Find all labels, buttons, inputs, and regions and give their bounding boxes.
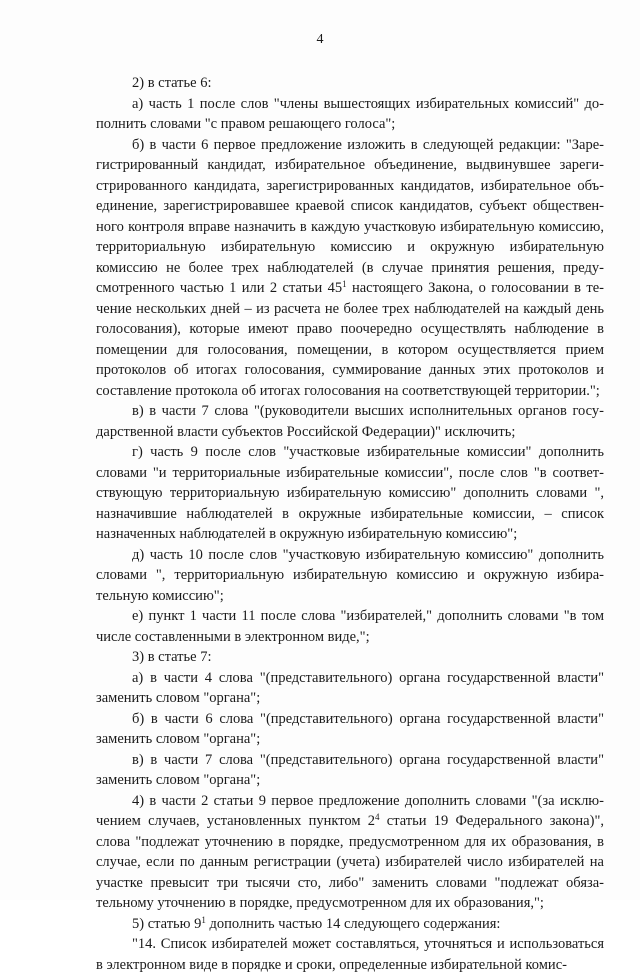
paragraph: в) в части 7 слова "(представительного) органа государственной власти" заменить словом "органа"; (96, 751, 604, 788)
superscript: 1 (201, 914, 206, 925)
paragraph: а) в части 4 слова "(представительного) органа государственной власти" заменить словом "органа"; (96, 669, 604, 706)
paragraph: 5) статью $9^1$ дополнить частью 14 следующего содержания: (132, 914, 501, 932)
paragraph: е) пункт 1 части 11 после слова "избирателей," дополнить словами "в том числе составленными в электронном виде,"; (96, 608, 604, 645)
paragraph: "14. Список избирателей может составляться, уточняться и использоваться в электронном виде в порядке и сроки, определенные избирательной комис- (96, 936, 604, 973)
paragraph: 4) в части 2 статьи 9 первое предложение дополнить словами "(за исключением случаев, установленных пунктом $2^4$ статьи 19 Федерального закона)", слова "подлежат уточнению в порядке, предусмотренном для их образования, в случае, если по данным регистрации (учета) избирателей число избирателей на участке превысит три тысячи сто, либо" заменить словами "подлежат обязательному уточнению в порядке, предусмотренном для их образования,"; (96, 792, 604, 911)
document-body (96, 73, 604, 975)
superscript: 1 (342, 279, 347, 289)
paragraph: б) в части 6 первое предложение изложить в следующей редакции: "Зарегистрированный кандидат, избирательное объединение, выдвинувшее зарегистрированного кандидата, зарегистрированных кандидатов, избирательное объединение, зарегистрировавшее краевой список кандидатов, субъект общественного контроля вправе назначить в каждую участковую избирательную комиссию, территориальную избирательную комиссию и окружную избирательную комиссию не более трех наблюдателей (в случае принятия решения, предусмотренного частью 1 или 2 статьи $45^1$ настоящего Закона, о голосовании в течение нескольких дней – из расчета не более трех наблюдателей на каждый день голосования), которые имеют право поочередно осуществлять наблюдение в помещении для голосования, помещении, в котором осуществляется прием протоколов об итогах голосования, суммирование данных этих протоколов и составление протокола об итогах голосования на соответствующей территории."; (96, 136, 604, 399)
paragraph: г) часть 9 после слов "участковые избирательные комиссии" дополнить словами "и территориальные избирательные комиссии", после слов "в соответствующую территориальную избирательную комиссию" дополнить словами ", назначившие наблюдателей в окружные избирательные комиссии, – список назначенных наблюдателей в окружную избирательную комиссию"; (96, 444, 604, 542)
page-number: 4 (316, 32, 324, 47)
paragraph: б) в части 6 слова "(представительного) органа государственной власти" заменить словом "органа"; (96, 710, 604, 747)
paragraph: а) часть 1 после слов "члены вышестоящих избирательных комиссий" дополнить словами "с правом решающего голоса"; (96, 95, 604, 132)
paragraph: 3) в статье 7: (132, 649, 212, 665)
superscript: 4 (375, 812, 380, 822)
paragraph: в) в части 7 слова "(руководители высших исполнительных органов государственной власти субъектов Российской Федерации)" исключить; (96, 403, 604, 440)
paragraph: 2) в статье 6: (132, 75, 212, 91)
paragraph: д) часть 10 после слов "участковую избирательную комиссию" дополнить словами ", территориальную избирательную комиссию и окружную избирательную комиссию"; (96, 546, 604, 604)
